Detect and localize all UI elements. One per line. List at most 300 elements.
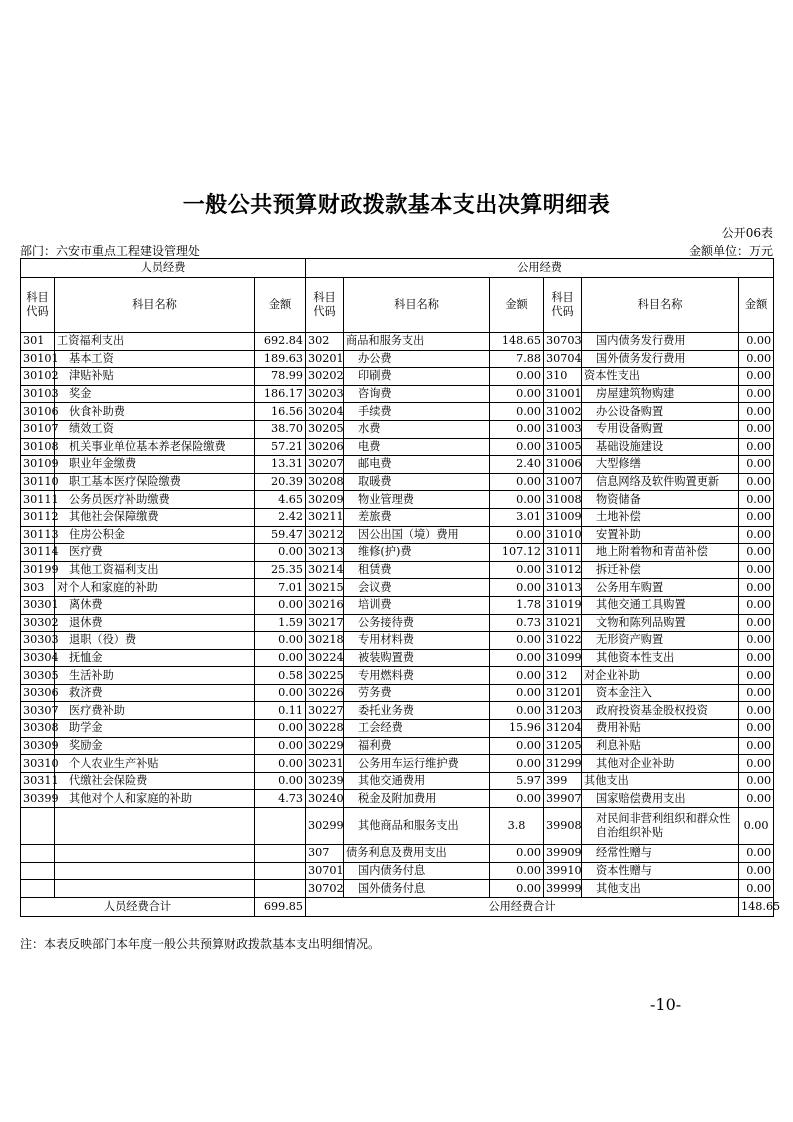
code-cell: 307 xyxy=(306,845,344,863)
amount-cell: 107.12 xyxy=(490,544,544,562)
code-cell: 310 xyxy=(544,368,582,386)
name-cell: 机关事业单位基本养老保险缴费 xyxy=(55,438,255,456)
table-row xyxy=(21,544,774,562)
code-cell: 31205 xyxy=(544,737,582,755)
amount-cell: 0.00 xyxy=(739,561,774,579)
amount-cell: 0.00 xyxy=(490,667,544,685)
amount-cell: 0.00 xyxy=(739,667,774,685)
name-cell: 专用燃料费 xyxy=(344,667,490,685)
code-cell: 31099 xyxy=(544,649,582,667)
name-cell: 安置补助 xyxy=(582,526,739,544)
amount-cell: 0.00 xyxy=(739,508,774,526)
name-cell: 代缴社会保险费 xyxy=(55,772,255,790)
name-cell: 商品和服务支出 xyxy=(344,333,490,351)
amount-cell: 0.00 xyxy=(490,684,544,702)
header-amount: 金额 xyxy=(255,278,306,333)
amount-cell: 4.65 xyxy=(255,491,306,509)
code-cell: 30109 xyxy=(21,456,55,474)
amount-cell: 0.00 xyxy=(255,720,306,738)
public-total-label: 公用经费合计 xyxy=(306,897,739,916)
table-row xyxy=(21,772,774,790)
amount-cell: 0.00 xyxy=(739,614,774,632)
code-cell: 30208 xyxy=(306,473,344,491)
amount-cell: 0.00 xyxy=(490,368,544,386)
amount-cell: 0.00 xyxy=(490,491,544,509)
name-cell: 拆迁补偿 xyxy=(582,561,739,579)
name-cell: 其他资本性支出 xyxy=(582,649,739,667)
code-cell: 30101 xyxy=(21,350,55,368)
name-cell: 住房公积金 xyxy=(55,526,255,544)
amount-cell: 15.96 xyxy=(490,720,544,738)
name-cell: 工会经费 xyxy=(344,720,490,738)
code-cell: 30213 xyxy=(306,544,344,562)
code-cell: 30303 xyxy=(21,632,55,650)
amount-cell: 0.00 xyxy=(739,403,774,421)
name-cell: 伙食补助费 xyxy=(55,403,255,421)
name-cell: 取暖费 xyxy=(344,473,490,491)
code-cell: 30215 xyxy=(306,579,344,597)
name-cell: 政府投资基金股权投资 xyxy=(582,702,739,720)
table-row xyxy=(21,491,774,509)
name-cell: 公务员医疗补助缴费 xyxy=(55,491,255,509)
code-cell: 39909 xyxy=(544,845,582,863)
code-cell: 39907 xyxy=(544,790,582,808)
amount-cell: 0.00 xyxy=(739,790,774,808)
code-cell: 30217 xyxy=(306,614,344,632)
code-cell: 30212 xyxy=(306,526,344,544)
name-cell: 税金及附加费用 xyxy=(344,790,490,808)
name-cell: 奖励金 xyxy=(55,737,255,755)
amount-cell: 0.00 xyxy=(255,772,306,790)
amount-cell: 0.00 xyxy=(739,755,774,773)
amount-cell: 0.00 xyxy=(739,596,774,614)
footnote: 注：本表反映部门本年度一般公共预算财政拨款基本支出明细情况。 xyxy=(20,937,381,951)
name-cell: 水费 xyxy=(344,420,490,438)
code-cell: 31019 xyxy=(544,596,582,614)
table-row xyxy=(21,614,774,632)
name-cell: 印刷费 xyxy=(344,368,490,386)
name-cell: 退职（役）费 xyxy=(55,632,255,650)
name-cell: 专用材料费 xyxy=(344,632,490,650)
amount-cell: 1.78 xyxy=(490,596,544,614)
amount-cell: 4.73 xyxy=(255,790,306,808)
name-cell: 土地补偿 xyxy=(582,508,739,526)
table-row xyxy=(21,403,774,421)
name-cell: 离休费 xyxy=(55,596,255,614)
code-cell: 30239 xyxy=(306,772,344,790)
name-cell: 生活补助 xyxy=(55,667,255,685)
table-row xyxy=(21,737,774,755)
amount-cell: 0.11 xyxy=(255,702,306,720)
table-row xyxy=(21,456,774,474)
code-cell xyxy=(21,862,55,880)
amount-cell: 0.00 xyxy=(490,561,544,579)
code-cell: 31021 xyxy=(544,614,582,632)
amount-cell: 189.63 xyxy=(255,350,306,368)
header-amount: 金额 xyxy=(739,278,774,333)
amount-cell: 0.00 xyxy=(739,862,774,880)
code-cell: 30228 xyxy=(306,720,344,738)
code-cell: 31013 xyxy=(544,579,582,597)
amount-cell: 0.00 xyxy=(255,755,306,773)
name-cell: 资本性赠与 xyxy=(582,862,739,880)
name-cell: 救济费 xyxy=(55,684,255,702)
amount-cell: 59.47 xyxy=(255,526,306,544)
name-cell: 物业管理费 xyxy=(344,491,490,509)
name-cell: 其他商品和服务支出 xyxy=(344,808,490,845)
table-row xyxy=(21,667,774,685)
code-cell: 30309 xyxy=(21,737,55,755)
table-row xyxy=(21,790,774,808)
table-row xyxy=(21,350,774,368)
code-cell: 30226 xyxy=(306,684,344,702)
section-public: 公用经费 xyxy=(306,259,774,278)
name-cell: 国外债务发行费用 xyxy=(582,350,739,368)
amount-cell: 0.00 xyxy=(255,649,306,667)
name-cell: 津贴补贴 xyxy=(55,368,255,386)
name-cell: 国外债务付息 xyxy=(344,880,490,898)
header-name: 科目名称 xyxy=(582,278,739,333)
name-cell: 利息补贴 xyxy=(582,737,739,755)
name-cell xyxy=(55,880,255,898)
amount-cell: 0.00 xyxy=(490,526,544,544)
amount-cell: 0.00 xyxy=(490,845,544,863)
name-cell: 个人农业生产补贴 xyxy=(55,755,255,773)
code-cell: 30111 xyxy=(21,491,55,509)
name-cell: 绩效工资 xyxy=(55,420,255,438)
name-cell: 对民间非营利组织和群众性自治组织补贴 xyxy=(582,808,739,845)
name-cell: 房屋建筑物购建 xyxy=(582,385,739,403)
amount-cell: 0.00 xyxy=(490,649,544,667)
name-cell: 债务利息及费用支出 xyxy=(344,845,490,863)
table-row xyxy=(21,808,774,845)
code-cell: 30224 xyxy=(306,649,344,667)
name-cell: 抚恤金 xyxy=(55,649,255,667)
amount-cell: 148.65 xyxy=(490,333,544,351)
name-cell: 劳务费 xyxy=(344,684,490,702)
code-cell: 30218 xyxy=(306,632,344,650)
amount-cell: 0.00 xyxy=(739,473,774,491)
name-cell: 培训费 xyxy=(344,596,490,614)
amount-cell: 0.00 xyxy=(490,755,544,773)
amount-cell: 0.00 xyxy=(739,491,774,509)
amount-cell xyxy=(255,808,306,845)
amount-cell: 0.00 xyxy=(739,333,774,351)
name-cell: 其他工资福利支出 xyxy=(55,561,255,579)
expenditure-table xyxy=(20,258,781,917)
amount-cell: 0.00 xyxy=(739,385,774,403)
amount-cell: 0.00 xyxy=(490,632,544,650)
name-cell: 信息网络及软件购置更新 xyxy=(582,473,739,491)
name-cell: 办公设备购置 xyxy=(582,403,739,421)
name-cell: 地上附着物和青苗补偿 xyxy=(582,544,739,562)
name-cell: 物资储备 xyxy=(582,491,739,509)
code-cell: 30204 xyxy=(306,403,344,421)
code-cell: 31008 xyxy=(544,491,582,509)
name-cell: 资本金注入 xyxy=(582,684,739,702)
amount-cell: 0.00 xyxy=(739,684,774,702)
amount-cell: 2.42 xyxy=(255,508,306,526)
name-cell: 职业年金缴费 xyxy=(55,456,255,474)
personnel-total-value: 699.85 xyxy=(255,897,306,916)
name-cell xyxy=(55,808,255,845)
amount-cell: 0.00 xyxy=(739,737,774,755)
code-cell: 30113 xyxy=(21,526,55,544)
name-cell: 因公出国（境）费用 xyxy=(344,526,490,544)
code-cell: 31022 xyxy=(544,632,582,650)
code-cell: 30214 xyxy=(306,561,344,579)
name-cell: 国家赔偿费用支出 xyxy=(582,790,739,808)
code-cell: 30112 xyxy=(21,508,55,526)
name-cell: 公务接待费 xyxy=(344,614,490,632)
name-cell: 退休费 xyxy=(55,614,255,632)
header-code: 科目代码 xyxy=(544,278,582,333)
amount-cell: 0.00 xyxy=(739,350,774,368)
code-cell: 31005 xyxy=(544,438,582,456)
amount-cell: 0.00 xyxy=(739,438,774,456)
table-row xyxy=(21,649,774,667)
amount-cell: 0.00 xyxy=(739,649,774,667)
name-cell: 公务用车运行维护费 xyxy=(344,755,490,773)
table-row xyxy=(21,596,774,614)
code-cell: 30311 xyxy=(21,772,55,790)
amount-cell: 0.00 xyxy=(490,473,544,491)
form-number: 公开06表 xyxy=(721,226,773,240)
name-cell: 经常性赠与 xyxy=(582,845,739,863)
amount-cell: 0.00 xyxy=(739,368,774,386)
table-row xyxy=(21,368,774,386)
amount-cell: 25.35 xyxy=(255,561,306,579)
name-cell: 大型修缮 xyxy=(582,456,739,474)
code-cell xyxy=(21,880,55,898)
code-cell: 30207 xyxy=(306,456,344,474)
code-cell: 30229 xyxy=(306,737,344,755)
name-cell: 电费 xyxy=(344,438,490,456)
amount-cell: 0.00 xyxy=(490,420,544,438)
code-cell: 30299 xyxy=(306,808,344,845)
name-cell: 其他支出 xyxy=(582,772,739,790)
amount-cell: 16.56 xyxy=(255,403,306,421)
amount-cell: 57.21 xyxy=(255,438,306,456)
code-cell: 31010 xyxy=(544,526,582,544)
name-cell: 其他交通费用 xyxy=(344,772,490,790)
name-cell: 文物和陈列品购置 xyxy=(582,614,739,632)
amount-cell: 0.58 xyxy=(255,667,306,685)
code-cell: 31204 xyxy=(544,720,582,738)
code-cell: 31011 xyxy=(544,544,582,562)
amount-cell: 0.00 xyxy=(255,544,306,562)
amount-cell: 3.8 xyxy=(490,808,544,845)
code-cell: 302 xyxy=(306,333,344,351)
amount-cell: 0.00 xyxy=(255,596,306,614)
amount-cell: 5.97 xyxy=(490,772,544,790)
name-cell: 医疗费 xyxy=(55,544,255,562)
code-cell: 30240 xyxy=(306,790,344,808)
amount-cell: 692.84 xyxy=(255,333,306,351)
name-cell: 被装购置费 xyxy=(344,649,490,667)
amount-cell: 0.00 xyxy=(739,845,774,863)
table-row xyxy=(21,755,774,773)
amount-cell: 0.00 xyxy=(490,790,544,808)
code-cell: 30302 xyxy=(21,614,55,632)
code-cell: 30310 xyxy=(21,755,55,773)
code-cell: 31299 xyxy=(544,755,582,773)
table-row xyxy=(21,473,774,491)
name-cell: 工资福利支出 xyxy=(55,333,255,351)
amount-cell: 0.00 xyxy=(739,702,774,720)
name-cell: 国内债务发行费用 xyxy=(582,333,739,351)
amount-cell: 0.00 xyxy=(490,880,544,898)
code-cell: 31203 xyxy=(544,702,582,720)
code-cell: 30216 xyxy=(306,596,344,614)
amount-cell: 0.00 xyxy=(490,438,544,456)
personnel-total-label: 人员经费合计 xyxy=(21,897,255,916)
amount-cell: 0.00 xyxy=(739,526,774,544)
amount-cell: 0.00 xyxy=(739,579,774,597)
amount-cell: 0.00 xyxy=(490,579,544,597)
name-cell: 无形资产购置 xyxy=(582,632,739,650)
amount-cell: 0.00 xyxy=(739,632,774,650)
amount-cell: 0.00 xyxy=(490,702,544,720)
amount-cell: 38.70 xyxy=(255,420,306,438)
code-cell: 30702 xyxy=(306,880,344,898)
name-cell: 基本工资 xyxy=(55,350,255,368)
amount-cell: 0.00 xyxy=(739,880,774,898)
table-row xyxy=(21,720,774,738)
table-row xyxy=(21,438,774,456)
amount-cell: 0.00 xyxy=(255,737,306,755)
amount-cell: 0.00 xyxy=(490,737,544,755)
name-cell: 医疗费补助 xyxy=(55,702,255,720)
code-cell: 31009 xyxy=(544,508,582,526)
code-cell: 30704 xyxy=(544,350,582,368)
page-number: -10- xyxy=(650,995,682,1014)
code-cell: 30306 xyxy=(21,684,55,702)
table-row xyxy=(21,684,774,702)
code-cell: 30205 xyxy=(306,420,344,438)
amount-cell: 3.01 xyxy=(490,508,544,526)
totals-row xyxy=(21,897,774,916)
table-row xyxy=(21,561,774,579)
code-cell xyxy=(21,845,55,863)
code-cell: 31006 xyxy=(544,456,582,474)
name-cell xyxy=(55,862,255,880)
code-cell: 30227 xyxy=(306,702,344,720)
code-cell: 30201 xyxy=(306,350,344,368)
code-cell xyxy=(21,808,55,845)
name-cell: 资本性支出 xyxy=(582,368,739,386)
table-row xyxy=(21,385,774,403)
amount-cell: 0.00 xyxy=(739,456,774,474)
header-name: 科目名称 xyxy=(55,278,255,333)
name-cell: 咨询费 xyxy=(344,385,490,403)
table-row xyxy=(21,845,774,863)
amount-cell: 2.40 xyxy=(490,456,544,474)
amount-cell: 0.00 xyxy=(255,684,306,702)
code-cell: 30304 xyxy=(21,649,55,667)
amount-cell: 0.73 xyxy=(490,614,544,632)
name-cell: 其他社会保障缴费 xyxy=(55,508,255,526)
amount-cell: 0.00 xyxy=(739,772,774,790)
amount-cell: 0.00 xyxy=(490,403,544,421)
amount-cell: 78.99 xyxy=(255,368,306,386)
code-cell: 30199 xyxy=(21,561,55,579)
amount-cell: 20.39 xyxy=(255,473,306,491)
amount-cell: 0.00 xyxy=(255,632,306,650)
header-code: 科目代码 xyxy=(21,278,55,333)
code-cell: 31201 xyxy=(544,684,582,702)
header-amount: 金额 xyxy=(490,278,544,333)
code-cell: 39910 xyxy=(544,862,582,880)
name-cell: 办公费 xyxy=(344,350,490,368)
code-cell: 30211 xyxy=(306,508,344,526)
code-cell: 301 xyxy=(21,333,55,351)
code-cell: 31007 xyxy=(544,473,582,491)
name-cell: 其他对个人和家庭的补助 xyxy=(55,790,255,808)
name-cell: 公务用车购置 xyxy=(582,579,739,597)
amount-cell xyxy=(255,880,306,898)
amount-cell: 186.17 xyxy=(255,385,306,403)
department-label: 部门：六安市重点工程建设管理处 xyxy=(20,244,201,258)
table-row xyxy=(21,526,774,544)
code-cell: 30305 xyxy=(21,667,55,685)
name-cell: 其他支出 xyxy=(582,880,739,898)
table-row xyxy=(21,702,774,720)
name-cell: 福利费 xyxy=(344,737,490,755)
amount-cell xyxy=(255,845,306,863)
amount-cell: 7.88 xyxy=(490,350,544,368)
code-cell: 30110 xyxy=(21,473,55,491)
amount-cell: 1.59 xyxy=(255,614,306,632)
code-cell: 30703 xyxy=(544,333,582,351)
section-personnel: 人员经费 xyxy=(21,259,306,278)
code-cell: 31003 xyxy=(544,420,582,438)
amount-cell: 0.00 xyxy=(490,385,544,403)
name-cell: 手续费 xyxy=(344,403,490,421)
amount-cell: 0.00 xyxy=(490,862,544,880)
table-row xyxy=(21,880,774,898)
table-row xyxy=(21,579,774,597)
table-row xyxy=(21,862,774,880)
name-cell: 其他交通工具购置 xyxy=(582,596,739,614)
code-cell: 30102 xyxy=(21,368,55,386)
code-cell: 30114 xyxy=(21,544,55,562)
table-row xyxy=(21,632,774,650)
amount-cell: 7.01 xyxy=(255,579,306,597)
code-cell: 30107 xyxy=(21,420,55,438)
code-cell: 30308 xyxy=(21,720,55,738)
code-cell: 30202 xyxy=(306,368,344,386)
code-cell: 30103 xyxy=(21,385,55,403)
code-cell: 303 xyxy=(21,579,55,597)
amount-cell: 13.31 xyxy=(255,456,306,474)
code-cell: 39908 xyxy=(544,808,582,845)
amount-cell xyxy=(255,862,306,880)
name-cell xyxy=(55,845,255,863)
code-cell: 30106 xyxy=(21,403,55,421)
code-cell: 312 xyxy=(544,667,582,685)
code-cell: 30206 xyxy=(306,438,344,456)
name-cell: 委托业务费 xyxy=(344,702,490,720)
code-cell: 31001 xyxy=(544,385,582,403)
code-cell: 30701 xyxy=(306,862,344,880)
name-cell: 其他对企业补助 xyxy=(582,755,739,773)
name-cell: 助学金 xyxy=(55,720,255,738)
amount-cell: 0.00 xyxy=(739,720,774,738)
name-cell: 维修(护)费 xyxy=(344,544,490,562)
name-cell: 职工基本医疗保险缴费 xyxy=(55,473,255,491)
header-code: 科目代码 xyxy=(306,278,344,333)
